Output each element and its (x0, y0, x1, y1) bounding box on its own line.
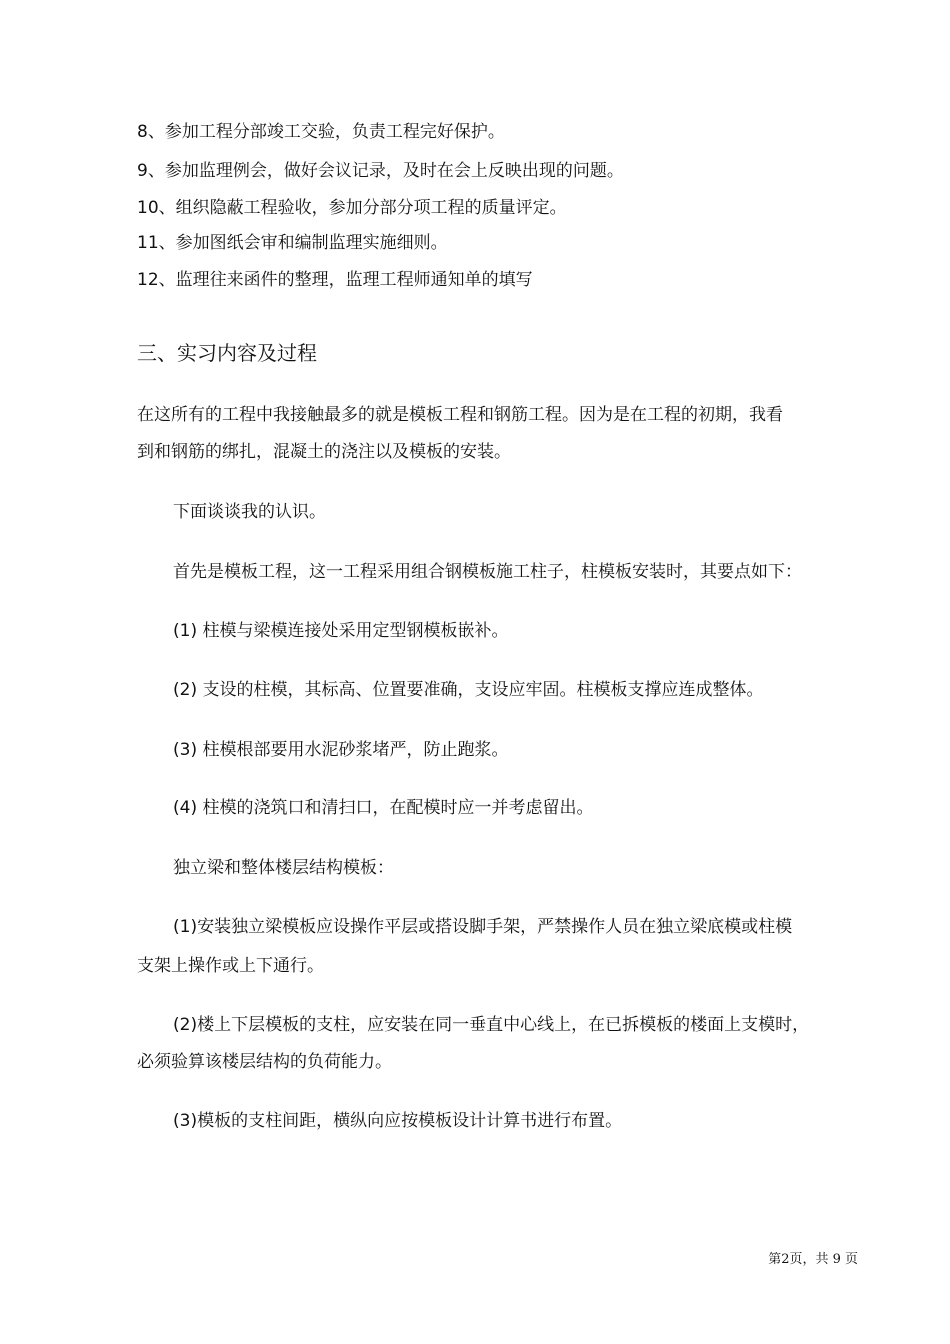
intro-line-1: 在这所有的工程中我接触最多的就是模板工程和钢筋工程。因为是在工程的初期，我看 (137, 405, 783, 425)
duty-item-10: 10、组织隐蔽工程验收，参加分部分项工程的质量评定。 (137, 198, 567, 218)
section-title: 三、实习内容及过程 (137, 341, 317, 365)
beam-point-2-line-2: 必须验算该楼层结构的负荷能力。 (137, 1052, 392, 1072)
subintro: 下面谈谈我的认识。 (173, 502, 326, 522)
duty-item-11: 11、参加图纸会审和编制监理实施细则。 (137, 233, 448, 253)
beam-title: 独立梁和整体楼层结构模板： (173, 858, 394, 878)
intro-line-2: 到和钢筋的绑扎，混凝土的浇注以及模板的安装。 (137, 442, 511, 462)
column-point-1: (1) 柱模与梁模连接处采用定型钢模板嵌补。 (173, 621, 509, 641)
column-point-4: (4) 柱模的浇筑口和清扫口，在配模时应一并考虑留出。 (173, 798, 594, 818)
beam-point-2-line-1: (2)楼上下层模板的支柱，应安装在同一垂直中心线上，在已拆模板的楼面上支模时， (173, 1015, 810, 1035)
duty-item-8: 8、参加工程分部竣工交验，负责工程完好保护。 (137, 122, 505, 142)
duty-item-12: 12、监理往来函件的整理，监理工程师通知单的填写 (137, 270, 533, 290)
page-footer: 第2页，共 9 页 (768, 1252, 858, 1267)
formwork-intro: 首先是模板工程，这一工程采用组合钢模板施工柱子，柱模板安装时，其要点如下： (173, 562, 802, 582)
duty-item-9: 9、参加监理例会，做好会议记录，及时在会上反映出现的问题。 (137, 161, 624, 181)
column-point-3: (3) 柱模根部要用水泥砂浆堵严，防止跑浆。 (173, 740, 509, 760)
column-point-2: (2) 支设的柱模，其标高、位置要准确，支设应牢固。柱模板支撑应连成整体。 (173, 680, 764, 700)
beam-point-1-line-2: 支架上操作或上下通行。 (137, 956, 324, 976)
beam-point-3-line-1: (3)模板的支柱间距，横纵向应按模板设计计算书进行布置。 (173, 1111, 623, 1131)
beam-point-1-line-1: (1)安装独立梁模板应设操作平层或搭设脚手架，严禁操作人员在独立梁底模或柱模 (173, 917, 793, 937)
